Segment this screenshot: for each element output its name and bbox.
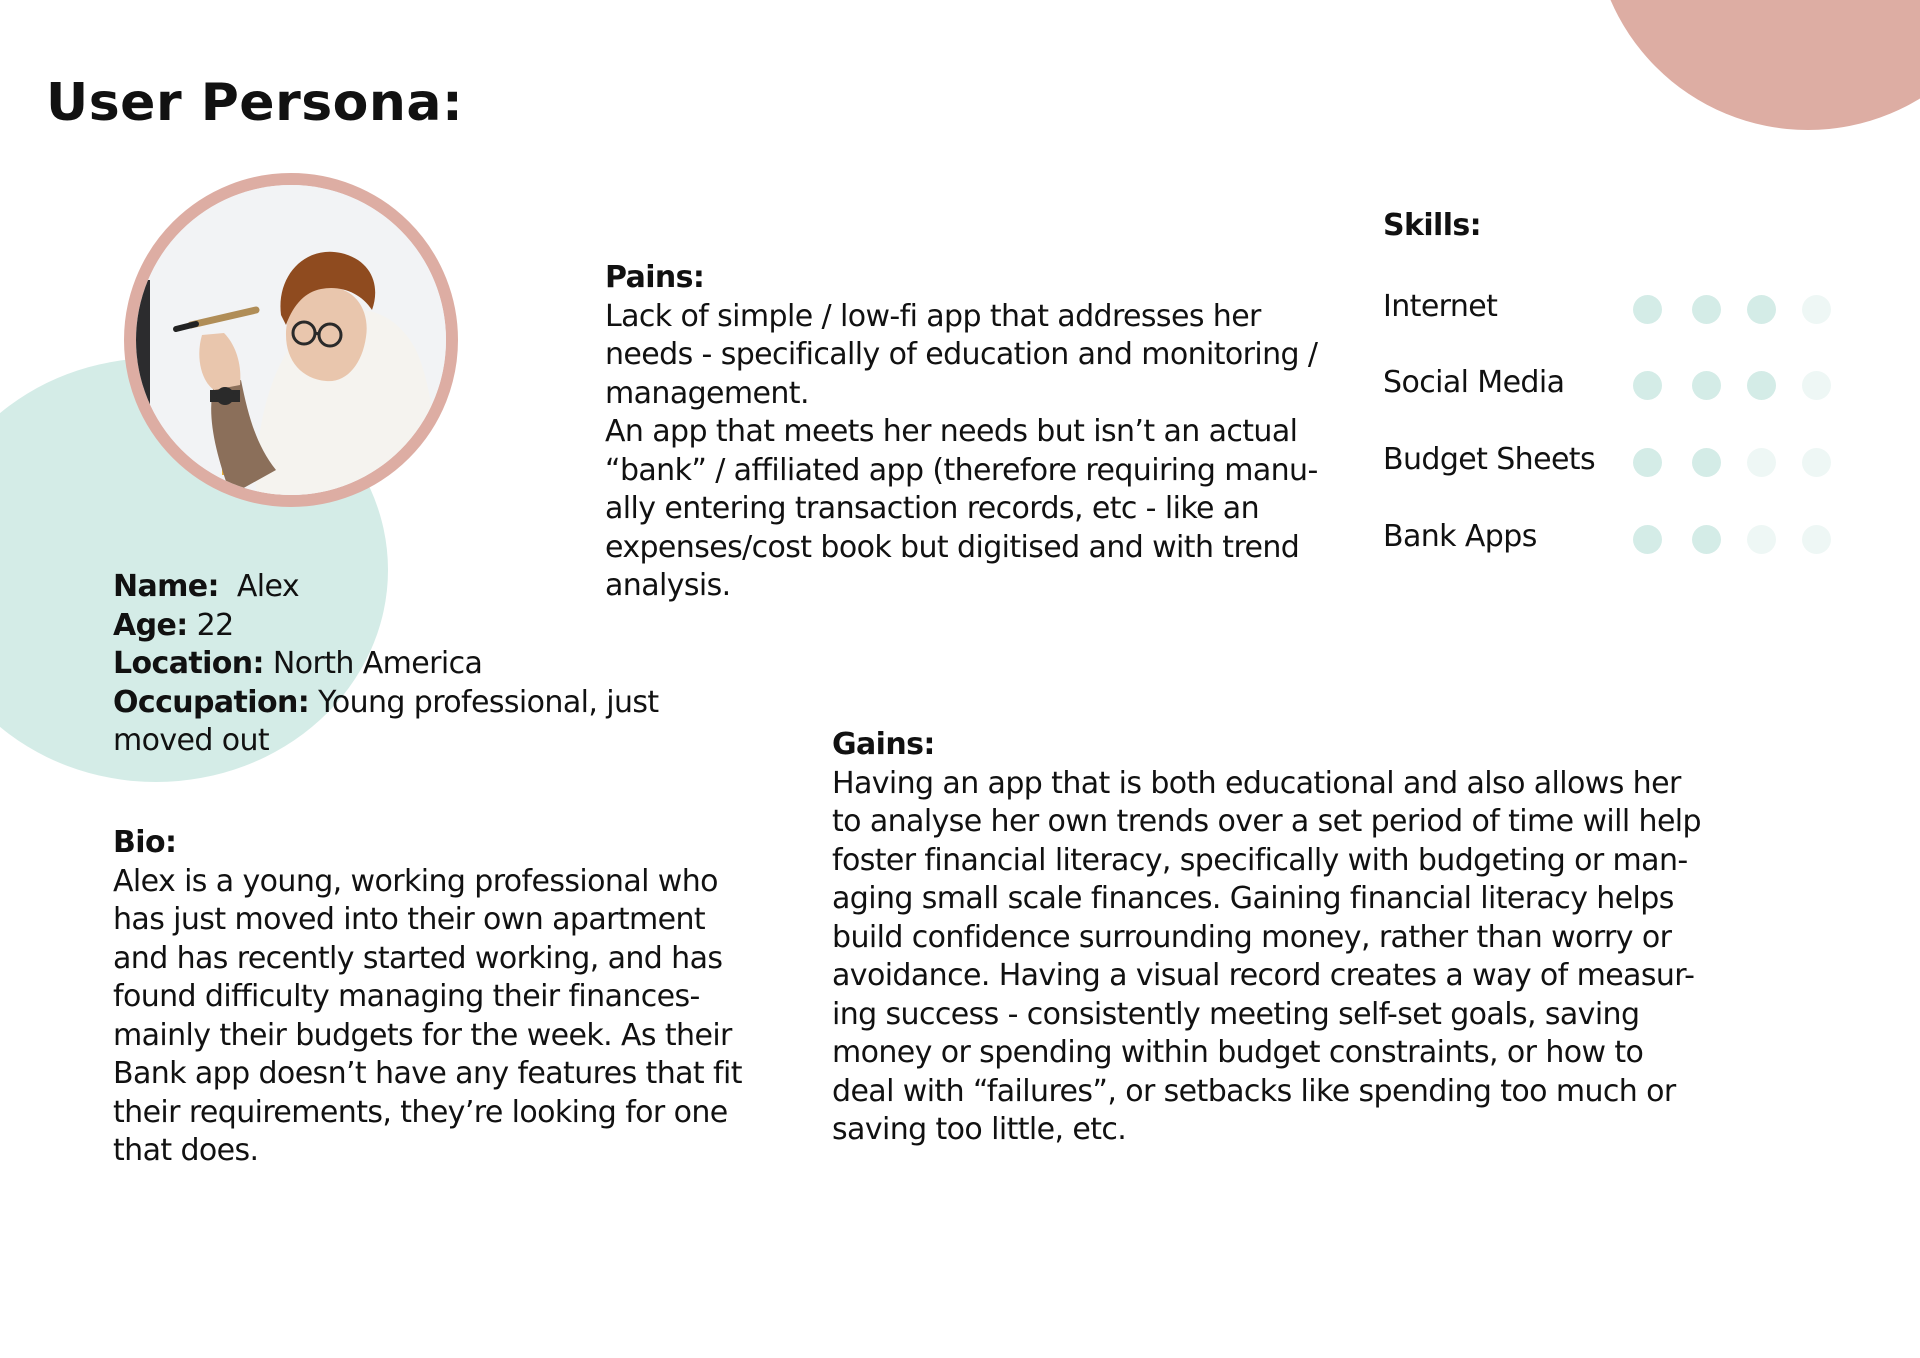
pains-heading: Pains: (605, 260, 705, 295)
name-label: Name: (113, 569, 219, 604)
skill-dot-filled (1747, 295, 1776, 324)
skill-dot-empty (1802, 371, 1831, 400)
age-row (113, 607, 693, 646)
persona-photo (124, 173, 458, 507)
skill-dot-filled (1747, 371, 1776, 400)
gains-body: Having an app that is both educational and also allows her to analyse her own trends over a set period of time will help foster financial literacy, specifically with budgeting or man-aging small scale finances. Gaining financial literacy helps build confidence surrounding money, rather than worry or avoidance. Having a visual record creates a way of measur-ing success - consistently meeting self-set goals, saving money or spending within budget constraints, or how to deal with “failures”, or setbacks like spending too much or saving too little, etc. (832, 765, 1701, 1147)
skill-dot-filled (1692, 525, 1721, 554)
location-value: North America (272, 646, 483, 681)
woman-with-pen-photo-icon (136, 185, 446, 495)
skill-dot-filled (1633, 525, 1662, 554)
skill-dot-filled (1692, 295, 1721, 324)
skill-name: Budget Sheets (1383, 442, 1595, 477)
skill-dot-empty (1802, 448, 1831, 477)
skill-dot-filled (1633, 448, 1662, 477)
location-label: Location: (113, 646, 264, 681)
skills-heading: Skills: (1383, 208, 1482, 243)
skill-name: Bank Apps (1383, 519, 1537, 554)
skill-dot-filled (1633, 295, 1662, 324)
gains-section (832, 726, 1712, 1150)
skill-dot-filled (1692, 371, 1721, 400)
skill-row-internet (1383, 287, 1843, 327)
skill-row-budget-sheets (1383, 440, 1843, 480)
skill-dot-empty (1747, 448, 1776, 477)
location-row (113, 645, 693, 684)
name-value: Alex (236, 569, 299, 604)
skill-dot-empty (1747, 525, 1776, 554)
skill-dot-empty (1802, 295, 1831, 324)
decorative-pink-circle (1593, 0, 1920, 130)
occupation-value: Young professional, just moved out (113, 684, 659, 758)
pains-body: Lack of simple / low-fi app that addresses her needs - specifically of education and monitoring / management. An app that meets her needs but isn’t an actual “bank” / affiliated app (therefore requiring manu-ally entering transaction records, etc - like an expenses/cost book but digitised and with trend analysis. (605, 298, 1318, 603)
pains-section (605, 259, 1335, 606)
bio-section (113, 824, 753, 1171)
skill-row-social-media (1383, 363, 1843, 403)
age-label: Age: (113, 607, 188, 643)
bio-heading: Bio: (113, 825, 177, 860)
bio-body: Alex is a young, working professional who has just moved into their own apartment and has recently started working, and has found difficulty managing their finances- mainly their budgets for the week. As their Bank app doesn’t have any features that fit their requirements, they’re looking for one that does. (113, 863, 742, 1168)
age-value: 22 (196, 607, 234, 643)
skill-dot-empty (1802, 525, 1831, 554)
gains-heading: Gains: (832, 727, 935, 762)
skill-name: Social Media (1383, 365, 1565, 400)
skill-row-bank-apps (1383, 517, 1843, 557)
skill-name: Internet (1383, 289, 1498, 324)
occupation-label: Occupation: (113, 684, 310, 720)
page-title: User Persona: (46, 73, 464, 133)
occupation-row (113, 684, 673, 761)
skill-dot-filled (1692, 448, 1721, 477)
skill-dot-filled (1633, 371, 1662, 400)
